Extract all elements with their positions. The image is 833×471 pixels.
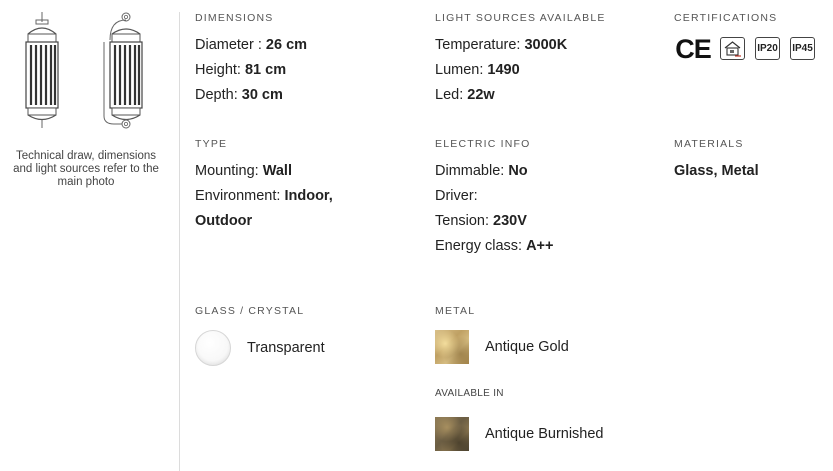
diameter-row xyxy=(195,33,415,58)
antique-gold-swatch[interactable] xyxy=(435,330,469,364)
transparent-glass-label: Transparent xyxy=(247,340,325,356)
led-row xyxy=(435,83,655,108)
electric-info-section xyxy=(435,138,655,259)
tension-label: Tension: xyxy=(435,213,494,229)
lumen-row xyxy=(435,58,655,83)
glass-option-transparent[interactable] xyxy=(195,330,415,366)
glass-crystal-section xyxy=(195,305,415,366)
led-label: Led: xyxy=(435,87,468,103)
environment-row xyxy=(195,184,365,234)
environment-label: Environment: xyxy=(195,188,285,204)
section-title-light-sources: LIGHT SOURCES AVAILABLE xyxy=(435,12,606,24)
height-row xyxy=(195,58,415,83)
temperature-row xyxy=(435,33,655,58)
energy-class-value: A++ xyxy=(526,238,554,254)
section-title-dimensions: DIMENSIONS xyxy=(195,12,274,24)
materials-section xyxy=(674,138,829,184)
height-value: 81 cm xyxy=(244,62,287,78)
lumen-value: 1490 xyxy=(487,62,520,78)
dimmable-value: No xyxy=(508,163,528,179)
type-section xyxy=(195,138,415,234)
drawing-caption: Technical draw, dimensions and light sources refer to the main photo xyxy=(13,150,159,188)
light-sources-section xyxy=(435,12,655,108)
tension-value: 230V xyxy=(493,213,527,229)
technical-drawing-panel xyxy=(0,0,178,471)
energy-class-row xyxy=(435,234,655,259)
ce-mark-icon: CE xyxy=(675,33,711,64)
lumen-label: Lumen: xyxy=(435,62,488,78)
lamp-side-view-drawing xyxy=(92,12,148,130)
section-title-metal: METAL xyxy=(435,305,476,317)
ip45-rating-icon: IP45 xyxy=(790,37,815,60)
led-value: 22w xyxy=(467,87,495,103)
transparent-glass-swatch[interactable] xyxy=(195,330,231,366)
metal-section xyxy=(435,305,675,451)
depth-label: Depth: xyxy=(195,87,242,103)
dimmable-label: Dimmable: xyxy=(435,163,509,179)
diameter-value: 26 cm xyxy=(265,37,308,53)
diameter-label: Diameter : xyxy=(195,37,266,53)
dimmable-row xyxy=(435,159,655,184)
indoor-use-house-icon xyxy=(720,37,745,60)
metal-option-antique-burnished[interactable] xyxy=(435,417,675,451)
ip20-rating-icon: IP20 xyxy=(755,37,780,60)
materials-value: Glass, Metal xyxy=(674,163,759,179)
environment-value: Indoor, Outdoor xyxy=(195,188,333,229)
antique-gold-label: Antique Gold xyxy=(485,339,569,355)
tension-row xyxy=(435,209,655,234)
antique-burnished-label: Antique Burnished xyxy=(485,426,604,442)
dimensions-section xyxy=(195,12,415,108)
temperature-value: 3000K xyxy=(524,37,568,53)
mounting-row xyxy=(195,159,415,184)
temperature-label: Temperature: xyxy=(435,37,525,53)
antique-burnished-swatch[interactable] xyxy=(435,417,469,451)
section-title-materials: MATERIALS xyxy=(674,138,744,150)
height-label: Height: xyxy=(195,62,245,78)
section-title-type: TYPE xyxy=(195,138,228,150)
section-title-certifications: CERTIFICATIONS xyxy=(674,12,778,24)
energy-class-label: Energy class: xyxy=(435,238,527,254)
depth-row xyxy=(195,83,415,108)
section-title-electric-info: ELECTRIC INFO xyxy=(435,138,531,150)
mounting-label: Mounting: xyxy=(195,163,263,179)
vertical-divider xyxy=(179,12,180,471)
section-title-glass-crystal: GLASS / CRYSTAL xyxy=(195,305,305,317)
metal-option-antique-gold[interactable] xyxy=(435,330,675,364)
available-in-title: AVAILABLE IN xyxy=(435,388,504,399)
driver-label: Driver: xyxy=(435,188,478,204)
certifications-section xyxy=(674,12,829,64)
lamp-front-view-drawing xyxy=(22,12,62,130)
depth-value: 30 cm xyxy=(241,87,283,103)
mounting-value: Wall xyxy=(262,163,292,179)
driver-row xyxy=(435,184,655,209)
materials-row xyxy=(674,159,829,184)
